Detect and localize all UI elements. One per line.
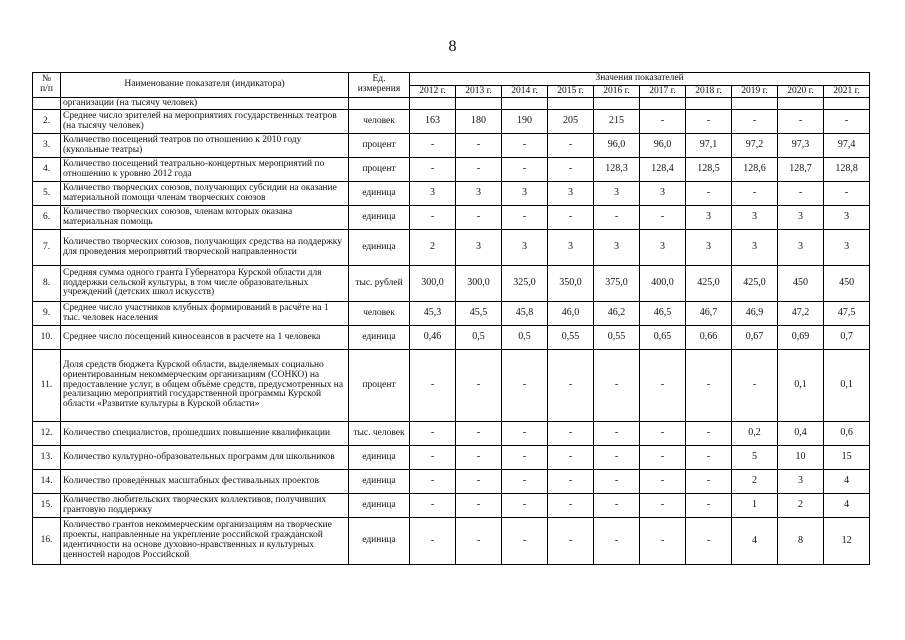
value-cell: -: [502, 422, 548, 446]
value-cell: 45,5: [456, 302, 502, 326]
header-year: 2020 г.: [778, 86, 824, 98]
value-cell: [778, 98, 824, 110]
value-cell: [456, 98, 502, 110]
value-cell: 1: [732, 494, 778, 518]
page-number: 8: [448, 38, 457, 55]
header-unit: Ед. измерения: [349, 73, 410, 98]
row-number: 9.: [33, 302, 61, 326]
value-cell: -: [456, 518, 502, 565]
value-cell: -: [640, 470, 686, 494]
value-cell: 3: [824, 206, 870, 230]
unit-cell: единица: [349, 182, 410, 206]
value-cell: -: [502, 158, 548, 182]
value-cell: 2: [410, 230, 456, 266]
row-number: 13.: [33, 446, 61, 470]
value-cell: 97,1: [686, 134, 732, 158]
value-cell: [732, 98, 778, 110]
value-cell: 2: [778, 494, 824, 518]
row-number: 10.: [33, 326, 61, 350]
value-cell: 46,2: [594, 302, 640, 326]
value-cell: 180: [456, 110, 502, 134]
value-cell: -: [732, 350, 778, 422]
table-row: [33, 494, 870, 518]
unit-cell: тыс. человек: [349, 422, 410, 446]
indicator-name: Количество посещений театров по отношению к 2010 году (кукольные театры): [61, 134, 349, 158]
value-cell: 3: [410, 182, 456, 206]
value-cell: 128,7: [778, 158, 824, 182]
value-cell: -: [778, 182, 824, 206]
value-cell: 0,7: [824, 326, 870, 350]
value-cell: 3: [686, 230, 732, 266]
table-row: [33, 326, 870, 350]
value-cell: -: [640, 422, 686, 446]
value-cell: 0,67: [732, 326, 778, 350]
indicator-name: Доля средств бюджета Курской области, выделяемых социально ориентированным некоммерческим организациям (СОНКО) на предоставление услуг, в общем объёме средств, предусмотренных на реализацию мероприятий государственной программы Курской области «Развитие культуры в Курской области»: [61, 350, 349, 422]
header-values-title: Значения показателей: [410, 73, 870, 86]
unit-cell: тыс. рублей: [349, 266, 410, 302]
value-cell: -: [502, 350, 548, 422]
unit-cell: процент: [349, 350, 410, 422]
value-cell: 97,2: [732, 134, 778, 158]
value-cell: -: [640, 110, 686, 134]
value-cell: -: [686, 422, 732, 446]
value-cell: 0,1: [824, 350, 870, 422]
value-cell: 0,6: [824, 422, 870, 446]
value-cell: 10: [778, 446, 824, 470]
value-cell: -: [456, 446, 502, 470]
indicator-name: Количество творческих союзов, получающих средства на поддержку для проведения мероприятий творческой направленности: [61, 230, 349, 266]
value-cell: -: [686, 182, 732, 206]
value-cell: 3: [640, 182, 686, 206]
value-cell: 12: [824, 518, 870, 565]
value-cell: -: [548, 494, 594, 518]
value-cell: 97,3: [778, 134, 824, 158]
row-number: 16.: [33, 518, 61, 565]
value-cell: 3: [594, 182, 640, 206]
row-number: 4.: [33, 158, 61, 182]
value-cell: 425,0: [732, 266, 778, 302]
value-cell: -: [732, 110, 778, 134]
value-cell: [502, 98, 548, 110]
value-cell: -: [548, 206, 594, 230]
value-cell: 3: [502, 230, 548, 266]
indicator-name: Среднее число зрителей на мероприятиях государственных театров (на тысячу человек): [61, 110, 349, 134]
value-cell: -: [410, 494, 456, 518]
value-cell: -: [410, 422, 456, 446]
row-number: 2.: [33, 110, 61, 134]
value-cell: 47,5: [824, 302, 870, 326]
value-cell: -: [640, 446, 686, 470]
unit-cell: единица: [349, 326, 410, 350]
header-year: 2015 г.: [548, 86, 594, 98]
value-cell: 450: [824, 266, 870, 302]
value-cell: 325,0: [502, 266, 548, 302]
value-cell: -: [502, 134, 548, 158]
value-cell: 0,55: [594, 326, 640, 350]
value-cell: 46,7: [686, 302, 732, 326]
unit-cell: [349, 98, 410, 110]
value-cell: -: [594, 446, 640, 470]
value-cell: 3: [502, 182, 548, 206]
value-cell: -: [456, 494, 502, 518]
value-cell: -: [456, 350, 502, 422]
value-cell: -: [548, 422, 594, 446]
row-number: 14.: [33, 470, 61, 494]
row-number: [33, 98, 61, 110]
value-cell: -: [640, 518, 686, 565]
value-cell: 128,8: [824, 158, 870, 182]
value-cell: 3: [548, 230, 594, 266]
row-number: 8.: [33, 266, 61, 302]
value-cell: 190: [502, 110, 548, 134]
table-row: [33, 266, 870, 302]
row-number: 12.: [33, 422, 61, 446]
value-cell: 47,2: [778, 302, 824, 326]
value-cell: 425,0: [686, 266, 732, 302]
value-cell: -: [548, 518, 594, 565]
value-cell: 0,5: [502, 326, 548, 350]
value-cell: -: [456, 470, 502, 494]
table-row: [33, 302, 870, 326]
table-row: [33, 350, 870, 422]
value-cell: -: [824, 182, 870, 206]
value-cell: 0,2: [732, 422, 778, 446]
table-row: [33, 518, 870, 565]
value-cell: -: [456, 134, 502, 158]
unit-cell: единица: [349, 518, 410, 565]
value-cell: -: [548, 350, 594, 422]
value-cell: [594, 98, 640, 110]
value-cell: -: [640, 350, 686, 422]
unit-cell: процент: [349, 158, 410, 182]
table-row: [33, 206, 870, 230]
value-cell: 3: [732, 206, 778, 230]
value-cell: -: [594, 422, 640, 446]
value-cell: 3: [686, 206, 732, 230]
value-cell: 5: [732, 446, 778, 470]
header-year: 2014 г.: [502, 86, 548, 98]
value-cell: -: [594, 206, 640, 230]
table-row: [33, 470, 870, 494]
value-cell: -: [548, 158, 594, 182]
value-cell: -: [410, 206, 456, 230]
row-number: 6.: [33, 206, 61, 230]
header-year: 2019 г.: [732, 86, 778, 98]
row-number: 15.: [33, 494, 61, 518]
value-cell: -: [456, 422, 502, 446]
value-cell: 3: [594, 230, 640, 266]
value-cell: 96,0: [594, 134, 640, 158]
table-row: [33, 182, 870, 206]
value-cell: -: [640, 206, 686, 230]
indicator-name: Среднее число участников клубных формирований в расчёте на 1 тыс. человек населения: [61, 302, 349, 326]
table-row: [33, 230, 870, 266]
header-year: 2017 г.: [640, 86, 686, 98]
table-row: [33, 446, 870, 470]
value-cell: [410, 98, 456, 110]
value-cell: 350,0: [548, 266, 594, 302]
value-cell: -: [548, 470, 594, 494]
value-cell: -: [410, 350, 456, 422]
value-cell: 128,3: [594, 158, 640, 182]
value-cell: 3: [456, 230, 502, 266]
value-cell: 0,1: [778, 350, 824, 422]
value-cell: 46,0: [548, 302, 594, 326]
indicator-name: Средняя сумма одного гранта Губернатора Курской области для поддержки сельской культуры, в том числе образовательных учреждений (детских школ искусств): [61, 266, 349, 302]
indicator-name: Количество специалистов, прошедших повышение квалификации: [61, 422, 349, 446]
unit-cell: процент: [349, 134, 410, 158]
value-cell: -: [824, 110, 870, 134]
value-cell: -: [410, 134, 456, 158]
value-cell: 46,5: [640, 302, 686, 326]
value-cell: 128,6: [732, 158, 778, 182]
indicator-name: Количество творческих союзов, получающих субсидии на оказание материальной помощи членам творческих союзов: [61, 182, 349, 206]
value-cell: 400,0: [640, 266, 686, 302]
header-year: 2013 г.: [456, 86, 502, 98]
value-cell: 0,65: [640, 326, 686, 350]
value-cell: -: [548, 134, 594, 158]
value-cell: 3: [732, 230, 778, 266]
value-cell: 0,69: [778, 326, 824, 350]
value-cell: -: [686, 350, 732, 422]
value-cell: 3: [548, 182, 594, 206]
value-cell: 3: [824, 230, 870, 266]
value-cell: 2: [732, 470, 778, 494]
row-number: 11.: [33, 350, 61, 422]
value-cell: 4: [824, 494, 870, 518]
value-cell: 8: [778, 518, 824, 565]
indicator-name: Количество грантов некоммерческим организациям на творческие проекты, направленные на укрепление российской гражданской идентичности на основе духовно-нравственных и культурных ценностей народов Российской: [61, 518, 349, 565]
indicator-name: Количество посещений театрально-концертных мероприятий по отношению к уровню 2012 года: [61, 158, 349, 182]
value-cell: -: [502, 518, 548, 565]
value-cell: 375,0: [594, 266, 640, 302]
table-row: [33, 110, 870, 134]
unit-cell: единица: [349, 494, 410, 518]
value-cell: 128,4: [640, 158, 686, 182]
indicator-name: Количество проведённых масштабных фестивальных проектов: [61, 470, 349, 494]
value-cell: -: [594, 494, 640, 518]
header-year: 2021 г.: [824, 86, 870, 98]
value-cell: 205: [548, 110, 594, 134]
unit-cell: единица: [349, 446, 410, 470]
value-cell: -: [502, 206, 548, 230]
value-cell: 4: [824, 470, 870, 494]
value-cell: -: [410, 446, 456, 470]
row-number: 3.: [33, 134, 61, 158]
table-row: [33, 98, 870, 110]
value-cell: -: [778, 110, 824, 134]
value-cell: 45,8: [502, 302, 548, 326]
value-cell: 97,4: [824, 134, 870, 158]
value-cell: -: [732, 182, 778, 206]
value-cell: -: [594, 350, 640, 422]
unit-cell: человек: [349, 302, 410, 326]
table-row: [33, 134, 870, 158]
value-cell: 45,3: [410, 302, 456, 326]
value-cell: -: [456, 158, 502, 182]
unit-cell: единица: [349, 230, 410, 266]
value-cell: -: [594, 470, 640, 494]
value-cell: 450: [778, 266, 824, 302]
table-row: [33, 422, 870, 446]
value-cell: 15: [824, 446, 870, 470]
value-cell: [824, 98, 870, 110]
unit-cell: человек: [349, 110, 410, 134]
value-cell: -: [686, 446, 732, 470]
indicators-table: [32, 72, 870, 565]
indicator-name: Количество творческих союзов, членам которых оказана материальная помощь: [61, 206, 349, 230]
value-cell: 300,0: [456, 266, 502, 302]
value-cell: -: [502, 446, 548, 470]
value-cell: -: [502, 470, 548, 494]
value-cell: -: [594, 518, 640, 565]
value-cell: 3: [640, 230, 686, 266]
value-cell: 96,0: [640, 134, 686, 158]
table-row: [33, 158, 870, 182]
value-cell: 4: [732, 518, 778, 565]
value-cell: [548, 98, 594, 110]
value-cell: 0,55: [548, 326, 594, 350]
value-cell: 3: [778, 470, 824, 494]
value-cell: 300,0: [410, 266, 456, 302]
indicator-name: Количество любительских творческих коллективов, получивших грантовую поддержку: [61, 494, 349, 518]
value-cell: 46,9: [732, 302, 778, 326]
value-cell: 3: [778, 230, 824, 266]
value-cell: -: [502, 494, 548, 518]
header-year: 2012 г.: [410, 86, 456, 98]
value-cell: -: [410, 158, 456, 182]
indicator-name: Среднее число посещений киносеансов в расчете на 1 человека: [61, 326, 349, 350]
value-cell: -: [640, 494, 686, 518]
value-cell: [640, 98, 686, 110]
header-num: № п/п: [33, 73, 61, 98]
value-cell: -: [410, 518, 456, 565]
value-cell: 3: [778, 206, 824, 230]
value-cell: -: [686, 110, 732, 134]
header-year: 2016 г.: [594, 86, 640, 98]
value-cell: 0,5: [456, 326, 502, 350]
unit-cell: единица: [349, 470, 410, 494]
value-cell: 163: [410, 110, 456, 134]
value-cell: -: [686, 494, 732, 518]
value-cell: 0,46: [410, 326, 456, 350]
indicator-name: Количество культурно-образовательных программ для школьников: [61, 446, 349, 470]
value-cell: 3: [456, 182, 502, 206]
header-name: Наименование показателя (индикатора): [61, 73, 349, 98]
indicator-name: организации (на тысячу человек): [61, 98, 349, 110]
value-cell: 215: [594, 110, 640, 134]
value-cell: -: [686, 470, 732, 494]
unit-cell: единица: [349, 206, 410, 230]
value-cell: 0,66: [686, 326, 732, 350]
value-cell: [686, 98, 732, 110]
value-cell: -: [686, 518, 732, 565]
value-cell: -: [410, 470, 456, 494]
row-number: 7.: [33, 230, 61, 266]
row-number: 5.: [33, 182, 61, 206]
header-year: 2018 г.: [686, 86, 732, 98]
value-cell: 0,4: [778, 422, 824, 446]
value-cell: 128,5: [686, 158, 732, 182]
value-cell: -: [456, 206, 502, 230]
value-cell: -: [548, 446, 594, 470]
